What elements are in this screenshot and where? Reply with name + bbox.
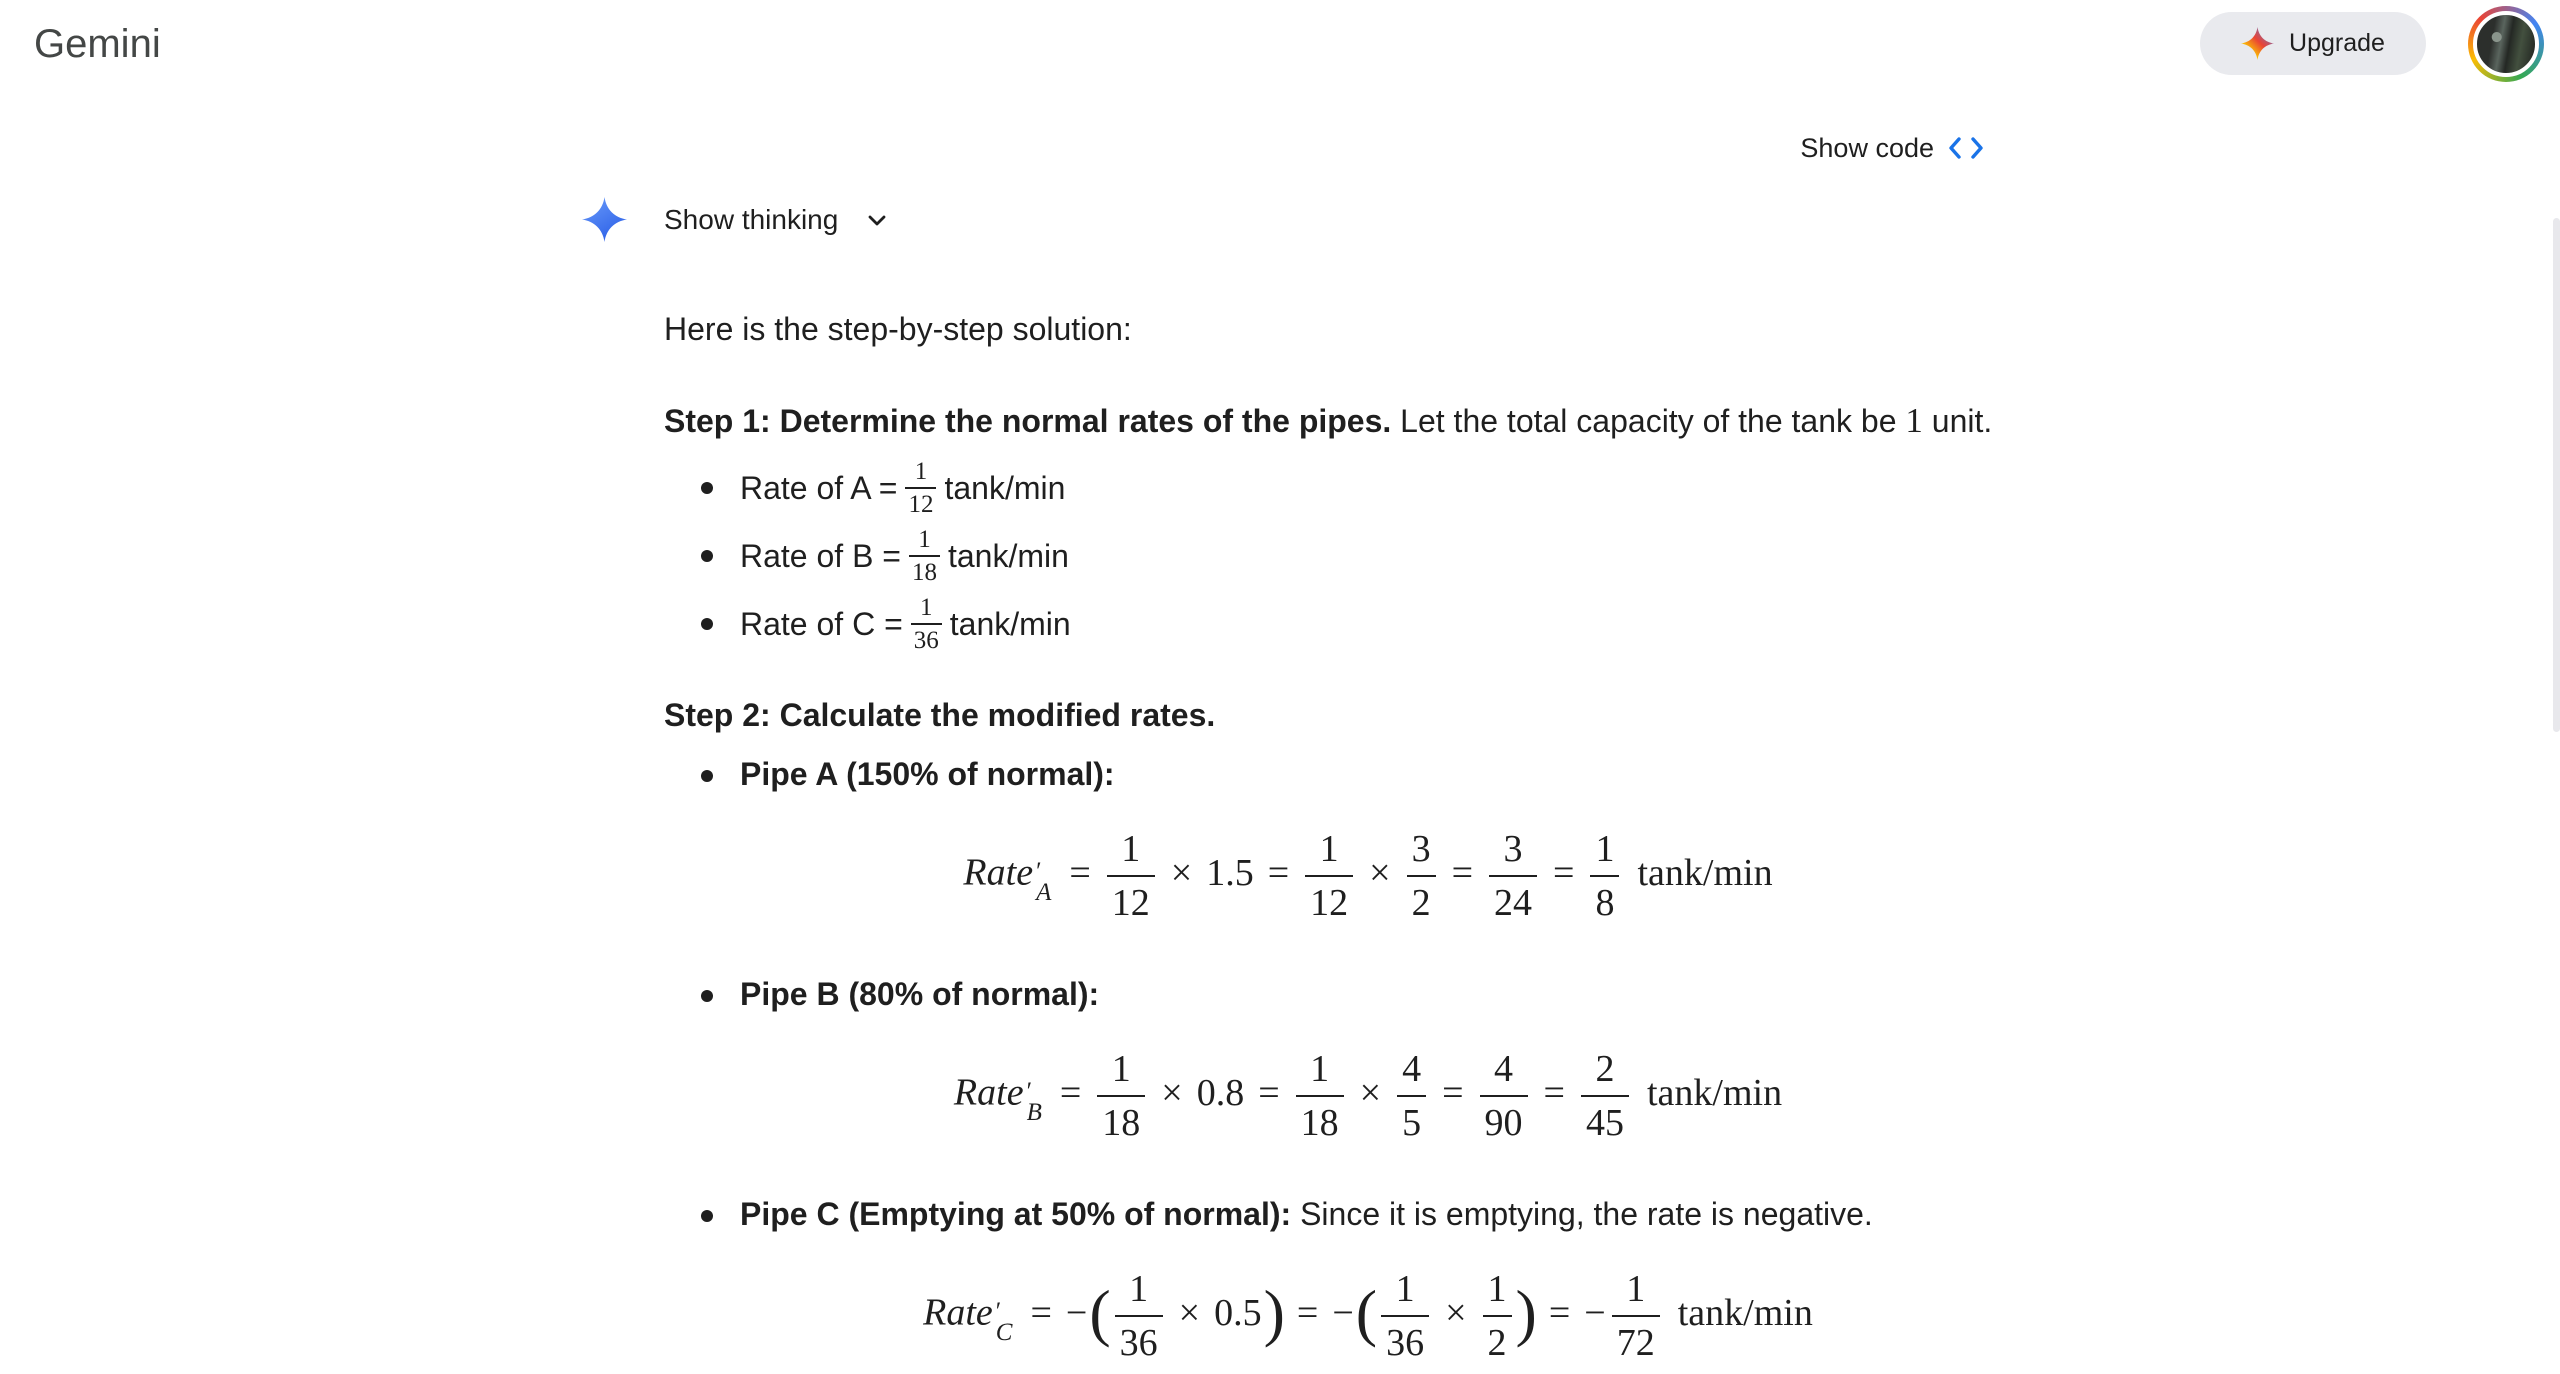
math-fraction — [1612, 1270, 1660, 1362]
math-fraction — [1115, 1270, 1163, 1362]
math-numerator: 4 — [1402, 1048, 1422, 1090]
math-numerator: 1 — [1121, 828, 1141, 870]
gemini-logo[interactable]: Gemini — [34, 22, 161, 66]
math-operator: × — [1445, 1291, 1467, 1334]
math-denominator: 45 — [1581, 1095, 1629, 1142]
rates-list — [664, 458, 1996, 654]
list-item-pipe-b — [664, 974, 1996, 1142]
math-denominator: 12 — [1107, 875, 1155, 922]
pipes-list — [664, 754, 1996, 1362]
math-var: Rate — [923, 1291, 993, 1334]
math-fraction — [1397, 1050, 1426, 1142]
math-paren: ) — [1263, 1277, 1285, 1348]
rate-text: Rate of C = — [740, 605, 903, 642]
top-bar — [0, 0, 2560, 92]
math-denominator: 5 — [1397, 1095, 1426, 1142]
math-numerator: 1 — [1595, 828, 1615, 870]
math-fraction — [1483, 1270, 1512, 1362]
gemini-spark-icon — [2241, 27, 2274, 60]
math-denominator: 90 — [1480, 1095, 1528, 1142]
math-supsub — [996, 1299, 1013, 1345]
list-item-pipe-a — [664, 754, 1996, 922]
math-prime: ′ — [1026, 1077, 1033, 1105]
math-operator: = — [1030, 1291, 1052, 1334]
step1-text-post: unit. — [1922, 403, 1993, 439]
math-numerator: 1 — [1111, 1048, 1131, 1090]
math-numerator: 3 — [1411, 828, 1431, 870]
scrollbar[interactable] — [2553, 218, 2560, 732]
math-prime: ′ — [1036, 857, 1042, 885]
math-fraction: $\frac{1}{36}$ — [911, 595, 942, 653]
rate-text: Rate of A = — [740, 469, 898, 506]
math-number: − — [1065, 1291, 1088, 1334]
math-number: 0.5 — [1214, 1291, 1262, 1334]
math-number: − — [1332, 1291, 1354, 1334]
math-operator: × — [1178, 1291, 1201, 1334]
avatar-photo — [2473, 11, 2539, 77]
math-operator: = — [1543, 1071, 1565, 1114]
math-number: 1 — [1905, 401, 1923, 440]
math-fraction — [1097, 1050, 1145, 1142]
rate-unit: tank/min — [947, 537, 1069, 574]
math-fraction — [1407, 830, 1436, 922]
math-prime: ′ — [995, 1297, 1002, 1325]
list-item — [664, 458, 1996, 518]
math-number: 0.8 — [1196, 1071, 1245, 1114]
math-fraction — [1489, 830, 1537, 922]
math-supsub — [1027, 1079, 1042, 1125]
math-operator: = — [1069, 851, 1091, 894]
upgrade-label: Upgrade — [2289, 29, 2385, 57]
math-fraction — [1296, 1050, 1344, 1142]
show-code-label: Show code — [1800, 132, 1934, 163]
show-code-button[interactable] — [664, 128, 1996, 168]
list-item-pipe-c — [664, 1194, 1996, 1362]
math-fraction — [1381, 1270, 1429, 1362]
step2-heading: Step 2: Calculate the modified rates. — [664, 697, 1216, 733]
math-numerator: 1 — [1319, 828, 1339, 870]
step1-heading — [664, 400, 1996, 442]
formula-pipe-b — [740, 1050, 1996, 1142]
math-operator: = — [1548, 1291, 1571, 1334]
math-denominator: 2 — [1407, 875, 1436, 922]
math-number: − — [1584, 1291, 1606, 1334]
pipe-c-label: Pipe C (Emptying at 50% of normal): Since it is emptying, the rate is negative. — [740, 1196, 1873, 1232]
math-unit: tank/min — [1677, 1291, 1813, 1334]
math-fraction: $\frac{1}{12}$ — [905, 459, 936, 517]
math-fraction — [1107, 830, 1155, 922]
math-denominator: 36 — [1115, 1315, 1163, 1362]
list-item — [664, 526, 1996, 586]
math-denominator: 8 — [1590, 875, 1619, 922]
math-paren: ( — [1355, 1277, 1378, 1348]
math-denominator: 18 — [1296, 1095, 1344, 1142]
code-icon — [1948, 135, 1984, 161]
pipe-a-label: Pipe A (150% of normal): — [740, 756, 1115, 792]
math-numerator: 4 — [1494, 1048, 1514, 1090]
math-numerator: 1 — [1310, 1048, 1330, 1090]
math-denominator: 2 — [1483, 1315, 1512, 1362]
math-unit: tank/min — [1637, 851, 1773, 894]
math-unit: tank/min — [1646, 1071, 1783, 1114]
math-operator: × — [1170, 851, 1193, 894]
math-operator: × — [1369, 851, 1391, 894]
upgrade-button[interactable] — [2200, 12, 2426, 75]
math-denominator: 72 — [1612, 1315, 1660, 1362]
math-subscript: B — [1026, 1098, 1042, 1126]
formula-pipe-a — [740, 830, 1996, 922]
math-operator: × — [1359, 1071, 1382, 1114]
pipe-b-label: Pipe B (80% of normal): — [740, 976, 1100, 1012]
math-numerator: 1 — [1487, 1268, 1507, 1310]
math-denominator: 24 — [1489, 875, 1537, 922]
math-operator: = — [1267, 851, 1290, 894]
math-operator: = — [1553, 851, 1575, 894]
formula-pipe-c — [740, 1270, 1996, 1362]
math-numerator: 2 — [1595, 1048, 1615, 1090]
list-item — [664, 594, 1996, 654]
math-operator: = — [1296, 1291, 1319, 1334]
math-var: Rate — [963, 851, 1034, 894]
math-operator: = — [1451, 851, 1474, 894]
math-operator: × — [1161, 1071, 1183, 1114]
rate-text: Rate of B = — [740, 537, 901, 574]
math-fraction: $\frac{1}{18}$ — [909, 527, 940, 585]
math-numerator: 1 — [1626, 1268, 1646, 1310]
math-operator: = — [1442, 1071, 1464, 1114]
main-content — [664, 128, 1996, 1362]
math-subscript: A — [1036, 878, 1052, 906]
math-paren: ) — [1515, 1277, 1537, 1348]
math-paren: ( — [1089, 1277, 1111, 1348]
math-fraction — [1480, 1050, 1528, 1142]
math-numerator: 1 — [1395, 1268, 1415, 1310]
math-operator: = — [1258, 1071, 1280, 1114]
step1-bold: Step 1: Determine the normal rates of the pipes. — [664, 403, 1392, 439]
math-numerator: 1 — [1129, 1268, 1149, 1310]
math-var: Rate — [953, 1071, 1024, 1114]
math-denominator: 12 — [1305, 875, 1353, 922]
math-denominator: 18 — [1097, 1095, 1145, 1142]
step1-text-pre: Let the total capacity of the tank be — [1391, 403, 1906, 439]
math-operator: = — [1059, 1071, 1082, 1114]
chevron-down-icon — [862, 205, 892, 235]
show-thinking-label: Show thinking — [664, 204, 839, 235]
math-denominator: 36 — [1381, 1315, 1429, 1362]
math-number: 1.5 — [1206, 851, 1254, 894]
math-fraction — [1305, 830, 1353, 922]
rate-unit: tank/min — [944, 469, 1066, 506]
math-subscript: C — [995, 1318, 1013, 1346]
intro-paragraph: Here is the step-by-step solution: — [664, 311, 1132, 347]
math-numerator: 3 — [1503, 828, 1523, 870]
user-avatar[interactable] — [2468, 6, 2544, 82]
gemini-spark-icon — [582, 197, 627, 242]
rate-unit: tank/min — [949, 605, 1071, 642]
math-fraction — [1590, 830, 1619, 922]
math-fraction — [1581, 1050, 1629, 1142]
math-supsub — [1036, 859, 1051, 905]
show-thinking-toggle[interactable] — [664, 196, 1996, 244]
